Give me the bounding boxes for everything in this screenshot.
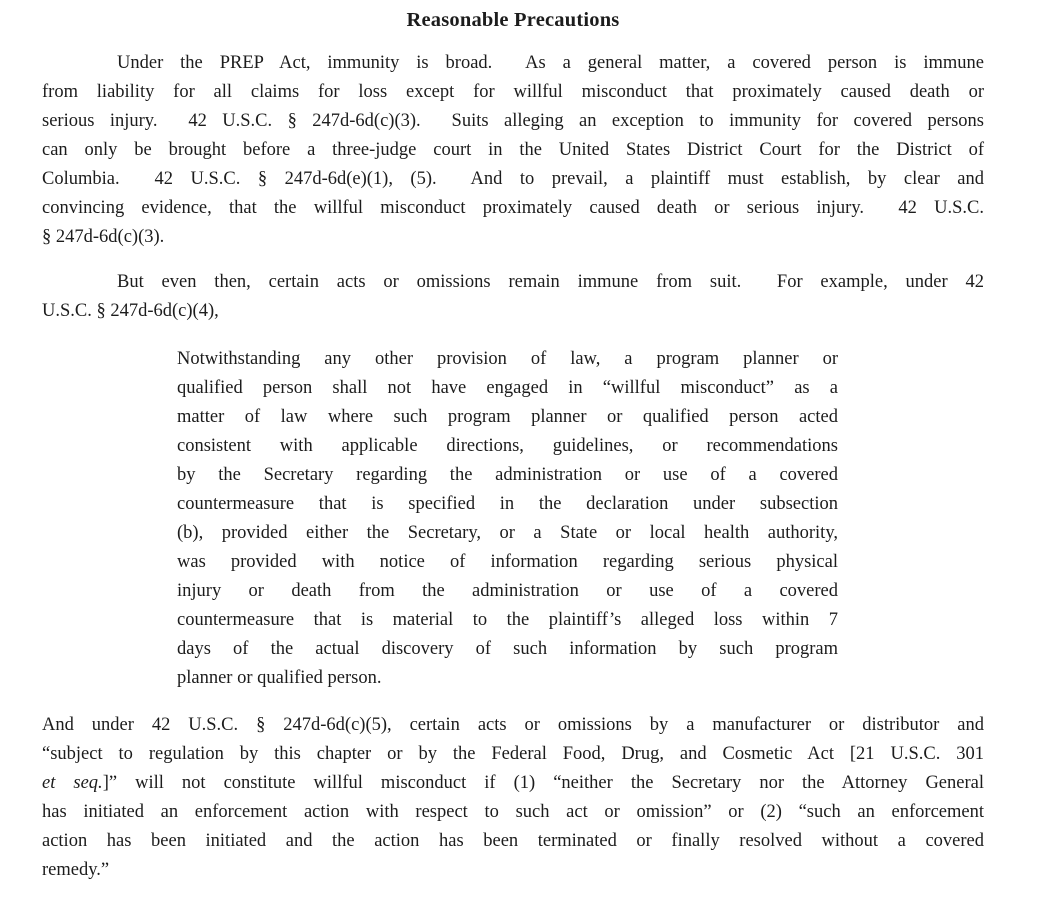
text-line: Columbia. 42 U.S.C. § 247d-6d(e)(1), (5). And to prevail, a plaintiff must establish, by clear and (42, 169, 984, 189)
text-line: And under 42 U.S.C. § 247d-6d(c)(5), certain acts or omissions by a manufacturer or distributor and (42, 715, 984, 735)
text-line: convincing evidence, that the willful misconduct proximately caused death or serious injury. 42 U.S.C. (42, 198, 984, 218)
text-line: by the Secretary regarding the administration or use of a covered (177, 465, 838, 485)
text-line: countermeasure that is material to the plaintiff’s alleged loss within 7 (177, 610, 838, 630)
text-line: action has been initiated and the action has been terminated or finally resolved without a covered (42, 831, 984, 851)
text-line: But even then, certain acts or omissions remain immune from suit. For example, under 42 (117, 272, 984, 292)
text-line: days of the actual discovery of such information by such program (177, 639, 838, 659)
text-line: serious injury. 42 U.S.C. § 247d-6d(c)(3). Suits alleging an exception to immunity for covered persons (42, 111, 984, 131)
text-line (42, 769, 984, 798)
section-title: Reasonable Precautions (406, 9, 620, 31)
text-line: can only be brought before a three-judge court in the United States District Court for the District of (42, 140, 984, 160)
italic-citation: et seq. (42, 773, 103, 793)
text-line: matter of law where such program planner or qualified person acted (177, 407, 838, 427)
text-line: Notwithstanding any other provision of law, a program planner or (177, 349, 838, 369)
text-segment: ]” will not constitute willful misconduct if (1) “neither the Secretary nor the Attorney General (102, 773, 984, 793)
text-line: Under the PREP Act, immunity is broad. As a general matter, a covered person is immune (117, 53, 984, 73)
text-line: was provided with notice of information regarding serious physical (177, 552, 838, 572)
block-quote (177, 345, 838, 693)
text-line: (b), provided either the Secretary, or a State or local health authority, (177, 523, 838, 543)
text-line: § 247d-6d(c)(3). (42, 227, 165, 247)
paragraph-1 (42, 49, 984, 252)
text-line: consistent with applicable directions, guidelines, or recommendations (177, 436, 838, 456)
text-line: from liability for all claims for loss except for willful misconduct that proximately caused death or (42, 82, 984, 102)
text-line: planner or qualified person. (177, 668, 382, 688)
text-line: qualified person shall not have engaged in “willful misconduct” as a (177, 378, 838, 398)
text-line: U.S.C. § 247d-6d(c)(4), (42, 301, 219, 321)
paragraph-2 (42, 268, 984, 326)
text-line: has initiated an enforcement action with respect to such act or omission” or (2) “such an enforcement (42, 802, 984, 822)
text-line: remedy.” (42, 860, 110, 880)
paragraph-3 (42, 711, 984, 885)
text-line: “subject to regulation by this chapter or by the Federal Food, Drug, and Cosmetic Act [21 U.S.C. 301 (42, 744, 984, 764)
text-line: injury or death from the administration or use of a covered (177, 581, 838, 601)
text-line: countermeasure that is specified in the declaration under subsection (177, 494, 838, 514)
